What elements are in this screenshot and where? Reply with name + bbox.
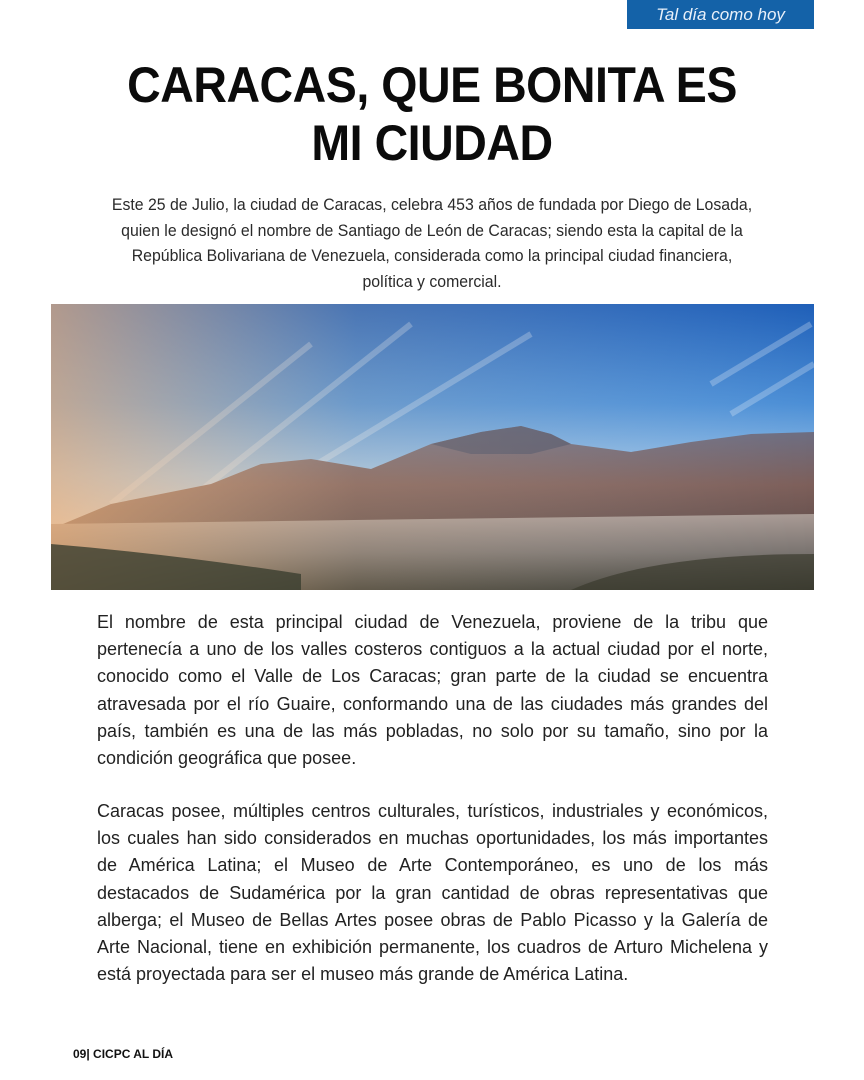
title-line-2: MI CIUDAD [311, 115, 553, 171]
article-title [86, 56, 778, 172]
caracas-panorama-image [51, 304, 814, 590]
page-footer [73, 1047, 173, 1061]
title-line-1: CARACAS, QUE BONITA ES [127, 57, 737, 113]
page-number-label: 09| CICPC AL DÍA [73, 1047, 174, 1061]
landscape-illustration [51, 304, 814, 590]
section-tag-label: Tal día como hoy [656, 4, 785, 24]
article-paragraph-1: El nombre de esta principal ciudad de Venezuela, proviene de la tribu que pertenecía a uno de los valles costeros contiguos a la actual ciudad por el norte, conocido como el Valle de Los Caracas; gran parte de la ciudad se encuentra atravesada por el río Guaire, conformando una de las ciudades más grandes del país, también es una de las más pobladas, no solo por su tamaño, sino por la condición geográfica que posee. [97, 612, 768, 769]
article-paragraph-2: Caracas posee, múltiples centros culturales, turísticos, industriales y económicos, los cuales han sido considerados en muchas oportunidades, los más importantes de América Latina; el Museo de Arte Contemporáneo, es uno de los más destacados de Sudamérica por la gran cantidad de obras representativas que alberga; el Museo de Bellas Artes posee obras de Pablo Picasso y la Galería de Arte Nacional, tiene en exhibición permanente, los cuadros de Arturo Michelena y está proyectada para ser el museo más grande de América Latina. [97, 801, 768, 985]
article-lede: Este 25 de Julio, la ciudad de Caracas, celebra 453 años de fundada por Diego de Losada, quien le designó el nombre de Santiago de León de Caracas; siendo esta la capital de la República Bolivariana de Venezuela, considerada como la principal ciudad financiera, política y comercial. [111, 196, 753, 291]
section-tag [627, 0, 814, 29]
